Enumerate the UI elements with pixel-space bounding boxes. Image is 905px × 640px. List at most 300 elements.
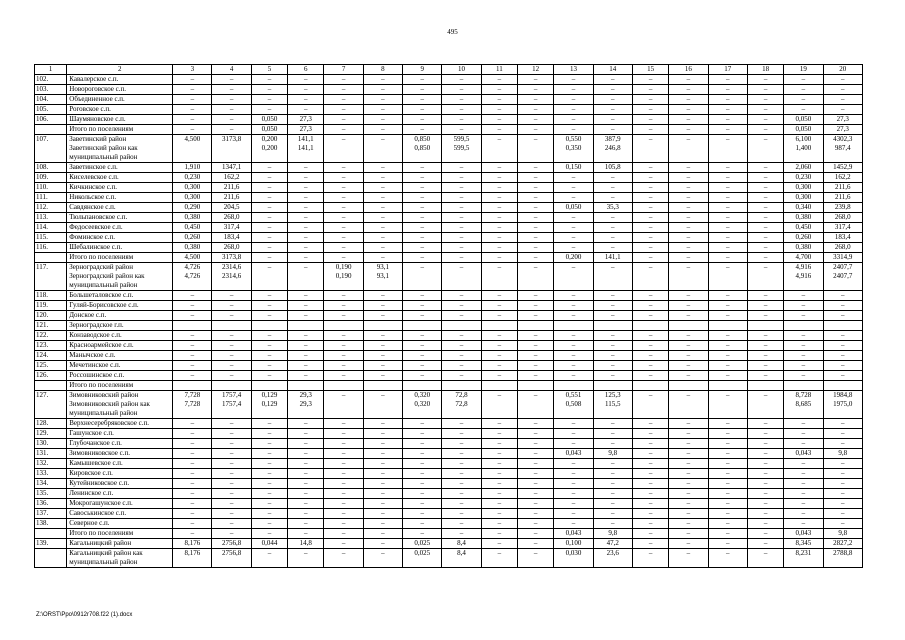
table-cell: – bbox=[632, 449, 668, 459]
table-cell: – bbox=[288, 243, 324, 253]
table-cell: – bbox=[747, 509, 783, 519]
table-cell: – bbox=[324, 163, 363, 173]
table-cell: – bbox=[632, 125, 668, 135]
table-cell: – bbox=[823, 331, 862, 341]
table-cell: – bbox=[403, 449, 442, 459]
table-cell: – bbox=[403, 489, 442, 499]
table-cell: – bbox=[403, 183, 442, 193]
header-cell: 17 bbox=[708, 65, 747, 75]
table-cell: – bbox=[173, 509, 212, 519]
table-cell: – bbox=[518, 95, 554, 105]
table-cell: – bbox=[288, 301, 324, 311]
table-cell: 0,043 bbox=[554, 449, 593, 459]
table-cell: – bbox=[593, 301, 632, 311]
table-cell: 0,300 bbox=[173, 193, 212, 203]
table-cell: – bbox=[593, 125, 632, 135]
header-cell: 2 bbox=[67, 65, 173, 75]
table-cell: – bbox=[251, 429, 287, 439]
table-cell: 0,300 bbox=[173, 183, 212, 193]
table-cell: – bbox=[632, 173, 668, 183]
table-cell: – bbox=[593, 489, 632, 499]
table-cell: – bbox=[593, 479, 632, 489]
table-cell: – bbox=[518, 243, 554, 253]
table-cell: – bbox=[632, 163, 668, 173]
table-cell: – bbox=[288, 469, 324, 479]
table-cell: – bbox=[251, 371, 287, 381]
table-cell: – bbox=[481, 519, 517, 529]
table-cell: – bbox=[554, 439, 593, 449]
table-cell: – bbox=[481, 95, 517, 105]
table-cell: – bbox=[403, 529, 442, 539]
table-cell: 27,3 bbox=[823, 115, 862, 125]
table-cell: – bbox=[251, 95, 287, 105]
table-cell: – bbox=[669, 115, 708, 125]
table-cell: – bbox=[747, 75, 783, 85]
table-cell: 0,260 bbox=[784, 233, 823, 243]
table-cell: – bbox=[442, 263, 481, 291]
table-cell: – bbox=[554, 459, 593, 469]
table-cell: 599,5 599,5 bbox=[442, 135, 481, 163]
table-cell: – bbox=[747, 263, 783, 291]
table-cell: – bbox=[324, 351, 363, 361]
table-cell: 27,3 bbox=[288, 115, 324, 125]
table-cell: 9,8 bbox=[823, 529, 862, 539]
table-cell: – bbox=[324, 341, 363, 351]
row-number: 103. bbox=[35, 85, 67, 95]
table-cell: – bbox=[823, 429, 862, 439]
header-cell: 3 bbox=[173, 65, 212, 75]
table-cell: 0,050 bbox=[251, 115, 287, 125]
table-cell: – bbox=[708, 223, 747, 233]
table-cell: – bbox=[288, 419, 324, 429]
table-cell: 0,380 bbox=[784, 213, 823, 223]
table-row bbox=[35, 459, 863, 469]
table-cell: – bbox=[173, 519, 212, 529]
table-cell: – bbox=[363, 391, 402, 419]
table-cell bbox=[363, 381, 402, 391]
table-cell: – bbox=[669, 449, 708, 459]
header-cell: 11 bbox=[481, 65, 517, 75]
table-cell: – bbox=[747, 213, 783, 223]
table-cell: – bbox=[481, 135, 517, 163]
row-name: Россошинское с.п. bbox=[67, 371, 173, 381]
table-cell: – bbox=[363, 243, 402, 253]
table-cell: – bbox=[518, 509, 554, 519]
table-cell: – bbox=[481, 361, 517, 371]
table-cell: – bbox=[593, 509, 632, 519]
table-cell: – bbox=[747, 479, 783, 489]
table-cell: – bbox=[747, 183, 783, 193]
table-cell: – bbox=[708, 539, 747, 549]
table-cell: – bbox=[669, 499, 708, 509]
table-cell: – bbox=[632, 115, 668, 125]
table-cell: – bbox=[403, 351, 442, 361]
table-cell: – bbox=[442, 331, 481, 341]
table-cell: – bbox=[669, 125, 708, 135]
table-cell: – bbox=[708, 173, 747, 183]
table-cell: – bbox=[442, 371, 481, 381]
header-cell: 1 bbox=[35, 65, 67, 75]
table-cell: – bbox=[288, 459, 324, 469]
header-cell: 16 bbox=[669, 65, 708, 75]
table-cell: – bbox=[554, 115, 593, 125]
table-cell: – bbox=[708, 449, 747, 459]
table-cell: – bbox=[632, 85, 668, 95]
table-row bbox=[35, 301, 863, 311]
table-cell: – bbox=[518, 85, 554, 95]
table-cell: – bbox=[212, 351, 251, 361]
table-cell: – bbox=[518, 223, 554, 233]
table-cell: – bbox=[593, 213, 632, 223]
table-cell: – bbox=[593, 95, 632, 105]
table-row bbox=[35, 263, 863, 291]
table-cell: – bbox=[823, 419, 862, 429]
table-cell: – bbox=[747, 499, 783, 509]
table-cell: – bbox=[518, 193, 554, 203]
table-cell: – bbox=[518, 479, 554, 489]
table-cell: – bbox=[518, 183, 554, 193]
table-cell: 0,290 bbox=[173, 203, 212, 213]
table-cell: – bbox=[554, 223, 593, 233]
table-row bbox=[35, 419, 863, 429]
table-cell: – bbox=[554, 341, 593, 351]
row-number: 115. bbox=[35, 233, 67, 243]
table-cell: – bbox=[251, 419, 287, 429]
table-cell: – bbox=[324, 391, 363, 419]
row-name: Зимовниковское с.п. bbox=[67, 449, 173, 459]
table-cell: – bbox=[518, 391, 554, 419]
table-cell: – bbox=[554, 509, 593, 519]
table-cell: – bbox=[251, 549, 287, 568]
table-cell: 4,916 4,916 bbox=[784, 263, 823, 291]
table-cell: – bbox=[593, 311, 632, 321]
table-cell: 0,050 bbox=[251, 125, 287, 135]
table-cell: – bbox=[747, 311, 783, 321]
table-row bbox=[35, 391, 863, 419]
table-cell: – bbox=[363, 549, 402, 568]
table-cell: – bbox=[363, 539, 402, 549]
table-cell: – bbox=[324, 519, 363, 529]
row-number: 139. bbox=[35, 539, 67, 549]
table-cell: – bbox=[442, 459, 481, 469]
row-number: 122. bbox=[35, 331, 67, 341]
row-number: 111. bbox=[35, 193, 67, 203]
table-cell: – bbox=[442, 499, 481, 509]
table-cell: – bbox=[324, 203, 363, 213]
table-cell: – bbox=[518, 115, 554, 125]
table-cell: – bbox=[324, 243, 363, 253]
table-cell: – bbox=[251, 193, 287, 203]
table-cell: – bbox=[403, 75, 442, 85]
table-cell bbox=[554, 381, 593, 391]
table-cell: – bbox=[784, 331, 823, 341]
table-cell: – bbox=[481, 341, 517, 351]
table-cell: – bbox=[251, 449, 287, 459]
table-cell: – bbox=[403, 163, 442, 173]
table-cell: 14,8 bbox=[288, 539, 324, 549]
row-number: 109. bbox=[35, 173, 67, 183]
table-cell: – bbox=[823, 351, 862, 361]
table-cell: 4,500 bbox=[173, 135, 212, 163]
table-cell bbox=[518, 381, 554, 391]
table-cell: – bbox=[324, 173, 363, 183]
table-cell: – bbox=[288, 341, 324, 351]
table-row bbox=[35, 291, 863, 301]
header-cell: 20 bbox=[823, 65, 862, 75]
table-cell: – bbox=[288, 549, 324, 568]
table-cell: – bbox=[363, 105, 402, 115]
table-cell: – bbox=[632, 371, 668, 381]
table-cell: – bbox=[363, 125, 402, 135]
table-cell: – bbox=[363, 469, 402, 479]
table-row bbox=[35, 439, 863, 449]
row-number: 132. bbox=[35, 459, 67, 469]
table-cell: – bbox=[288, 163, 324, 173]
table-cell: – bbox=[403, 193, 442, 203]
table-cell: – bbox=[784, 509, 823, 519]
table-cell: – bbox=[288, 223, 324, 233]
table-cell: – bbox=[823, 509, 862, 519]
table-cell: – bbox=[518, 213, 554, 223]
row-number: 119. bbox=[35, 301, 67, 311]
table-cell bbox=[708, 381, 747, 391]
table-cell: – bbox=[708, 301, 747, 311]
table-cell: – bbox=[251, 361, 287, 371]
table-cell: – bbox=[173, 125, 212, 135]
table-cell: – bbox=[288, 529, 324, 539]
table-cell: – bbox=[212, 469, 251, 479]
table-cell: – bbox=[251, 203, 287, 213]
table-cell: – bbox=[324, 429, 363, 439]
table-cell: – bbox=[403, 361, 442, 371]
table-cell: – bbox=[403, 115, 442, 125]
row-number: 105. bbox=[35, 105, 67, 115]
table-cell: 9,8 bbox=[593, 529, 632, 539]
row-number bbox=[35, 381, 67, 391]
table-cell: – bbox=[669, 429, 708, 439]
table-cell: – bbox=[173, 459, 212, 469]
table-cell: – bbox=[823, 95, 862, 105]
table-cell: – bbox=[632, 519, 668, 529]
table-row bbox=[35, 183, 863, 193]
table-cell: – bbox=[403, 439, 442, 449]
table-cell: – bbox=[593, 243, 632, 253]
table-cell: – bbox=[442, 479, 481, 489]
row-name: Шаумяновское с.п. bbox=[67, 115, 173, 125]
table-cell: 141,1 bbox=[593, 253, 632, 263]
row-name: Итого по поселениям bbox=[67, 125, 173, 135]
table-cell: – bbox=[251, 479, 287, 489]
table-cell: – bbox=[593, 361, 632, 371]
table-cell: – bbox=[669, 341, 708, 351]
table-cell: – bbox=[554, 193, 593, 203]
row-number: 121. bbox=[35, 321, 67, 331]
table-cell: – bbox=[442, 233, 481, 243]
table-cell: – bbox=[324, 419, 363, 429]
table-cell: – bbox=[632, 223, 668, 233]
header-row bbox=[35, 65, 863, 75]
data-table bbox=[34, 64, 863, 568]
table-cell: – bbox=[363, 351, 402, 361]
table-cell: – bbox=[669, 311, 708, 321]
table-cell: – bbox=[784, 361, 823, 371]
table-cell: – bbox=[442, 301, 481, 311]
table-cell: – bbox=[593, 341, 632, 351]
table-cell: 2,060 bbox=[784, 163, 823, 173]
table-row bbox=[35, 85, 863, 95]
table-cell: 72,8 72,8 bbox=[442, 391, 481, 419]
table-cell: 0,190 0,190 bbox=[324, 263, 363, 291]
row-name: Кагальницкий район bbox=[67, 539, 173, 549]
table-cell: – bbox=[363, 429, 402, 439]
table-cell: – bbox=[747, 253, 783, 263]
table-cell: – bbox=[251, 459, 287, 469]
table-cell: 1984,8 1975,0 bbox=[823, 391, 862, 419]
table-cell: – bbox=[669, 233, 708, 243]
row-number: 131. bbox=[35, 449, 67, 459]
table-cell: – bbox=[363, 361, 402, 371]
table-cell: – bbox=[518, 301, 554, 311]
table-cell: – bbox=[554, 331, 593, 341]
table-cell: 9,8 bbox=[593, 449, 632, 459]
table-cell: – bbox=[632, 479, 668, 489]
row-number: 118. bbox=[35, 291, 67, 301]
table-cell: – bbox=[481, 263, 517, 291]
table-cell: – bbox=[554, 213, 593, 223]
table-cell: – bbox=[403, 311, 442, 321]
table-cell: – bbox=[708, 479, 747, 489]
table-cell: – bbox=[593, 439, 632, 449]
table-cell: – bbox=[747, 549, 783, 568]
table-row bbox=[35, 203, 863, 213]
table-cell: – bbox=[708, 253, 747, 263]
table-cell: – bbox=[403, 243, 442, 253]
table-cell: – bbox=[747, 173, 783, 183]
table-row bbox=[35, 539, 863, 549]
table-cell: – bbox=[518, 203, 554, 213]
table-cell: – bbox=[403, 125, 442, 135]
table-cell: – bbox=[363, 499, 402, 509]
table-cell: – bbox=[593, 173, 632, 183]
table-cell: – bbox=[251, 213, 287, 223]
table-cell: – bbox=[747, 203, 783, 213]
table-row bbox=[35, 193, 863, 203]
row-name: Зерноградское г.п. bbox=[67, 321, 173, 331]
table-cell: – bbox=[632, 331, 668, 341]
table-cell: 141,1 141,1 bbox=[288, 135, 324, 163]
table-row bbox=[35, 381, 863, 391]
table-cell: – bbox=[481, 439, 517, 449]
table-cell: – bbox=[251, 243, 287, 253]
table-cell: 8,176 bbox=[173, 549, 212, 568]
table-cell: – bbox=[324, 125, 363, 135]
table-cell: – bbox=[251, 263, 287, 291]
table-cell: 268,0 bbox=[823, 213, 862, 223]
table-cell: – bbox=[481, 173, 517, 183]
table-cell bbox=[251, 381, 287, 391]
table-cell: – bbox=[481, 429, 517, 439]
table-cell: – bbox=[784, 75, 823, 85]
table-cell: – bbox=[324, 291, 363, 301]
table-cell: – bbox=[251, 183, 287, 193]
table-cell: – bbox=[403, 341, 442, 351]
table-cell: – bbox=[708, 459, 747, 469]
table-cell: – bbox=[403, 95, 442, 105]
row-name: Кичкинское с.п. bbox=[67, 183, 173, 193]
table-cell: – bbox=[632, 193, 668, 203]
header-cell: 10 bbox=[442, 65, 481, 75]
table-cell: – bbox=[823, 439, 862, 449]
table-cell: 0,300 bbox=[784, 193, 823, 203]
row-number bbox=[35, 253, 67, 263]
table-cell bbox=[784, 321, 823, 331]
table-cell: – bbox=[518, 351, 554, 361]
table-cell: – bbox=[632, 439, 668, 449]
table-cell: – bbox=[669, 163, 708, 173]
table-cell: 317,4 bbox=[212, 223, 251, 233]
table-cell bbox=[481, 381, 517, 391]
table-cell: – bbox=[403, 371, 442, 381]
table-cell: – bbox=[632, 499, 668, 509]
table-row bbox=[35, 489, 863, 499]
row-name: Мокрогашунское с.п. bbox=[67, 499, 173, 509]
table-cell: – bbox=[442, 469, 481, 479]
table-cell: – bbox=[554, 429, 593, 439]
table-cell: – bbox=[632, 539, 668, 549]
table-cell: 0,050 bbox=[784, 125, 823, 135]
table-cell: – bbox=[324, 449, 363, 459]
table-cell: – bbox=[708, 115, 747, 125]
table-cell: – bbox=[288, 509, 324, 519]
row-number: 126. bbox=[35, 371, 67, 381]
row-name: Тюльпановское с.п. bbox=[67, 213, 173, 223]
table-cell: – bbox=[632, 75, 668, 85]
table-cell: – bbox=[518, 371, 554, 381]
table-cell: – bbox=[212, 291, 251, 301]
table-cell: – bbox=[784, 489, 823, 499]
table-cell: – bbox=[442, 351, 481, 361]
table-cell: 1347,1 bbox=[212, 163, 251, 173]
table-cell: – bbox=[823, 459, 862, 469]
table-cell: 1757,4 1757,4 bbox=[212, 391, 251, 419]
row-number: 104. bbox=[35, 95, 67, 105]
table-cell: – bbox=[593, 183, 632, 193]
table-cell: – bbox=[363, 371, 402, 381]
table-cell bbox=[593, 381, 632, 391]
table-cell: – bbox=[251, 233, 287, 243]
table-cell: – bbox=[403, 223, 442, 233]
table-cell: 0,044 bbox=[251, 539, 287, 549]
table-cell: – bbox=[403, 291, 442, 301]
table-cell: – bbox=[632, 243, 668, 253]
table-cell: – bbox=[324, 331, 363, 341]
table-cell: – bbox=[403, 331, 442, 341]
table-cell: – bbox=[481, 459, 517, 469]
table-cell: – bbox=[669, 529, 708, 539]
table-cell: 0,100 bbox=[554, 539, 593, 549]
table-cell: – bbox=[747, 243, 783, 253]
table-row bbox=[35, 361, 863, 371]
table-cell: 0,230 bbox=[784, 173, 823, 183]
table-cell: – bbox=[288, 95, 324, 105]
table-cell: – bbox=[251, 163, 287, 173]
table-cell: – bbox=[593, 419, 632, 429]
table-cell: – bbox=[363, 331, 402, 341]
table-cell: – bbox=[173, 311, 212, 321]
table-cell: – bbox=[288, 519, 324, 529]
table-cell: – bbox=[173, 351, 212, 361]
table-cell: – bbox=[288, 85, 324, 95]
